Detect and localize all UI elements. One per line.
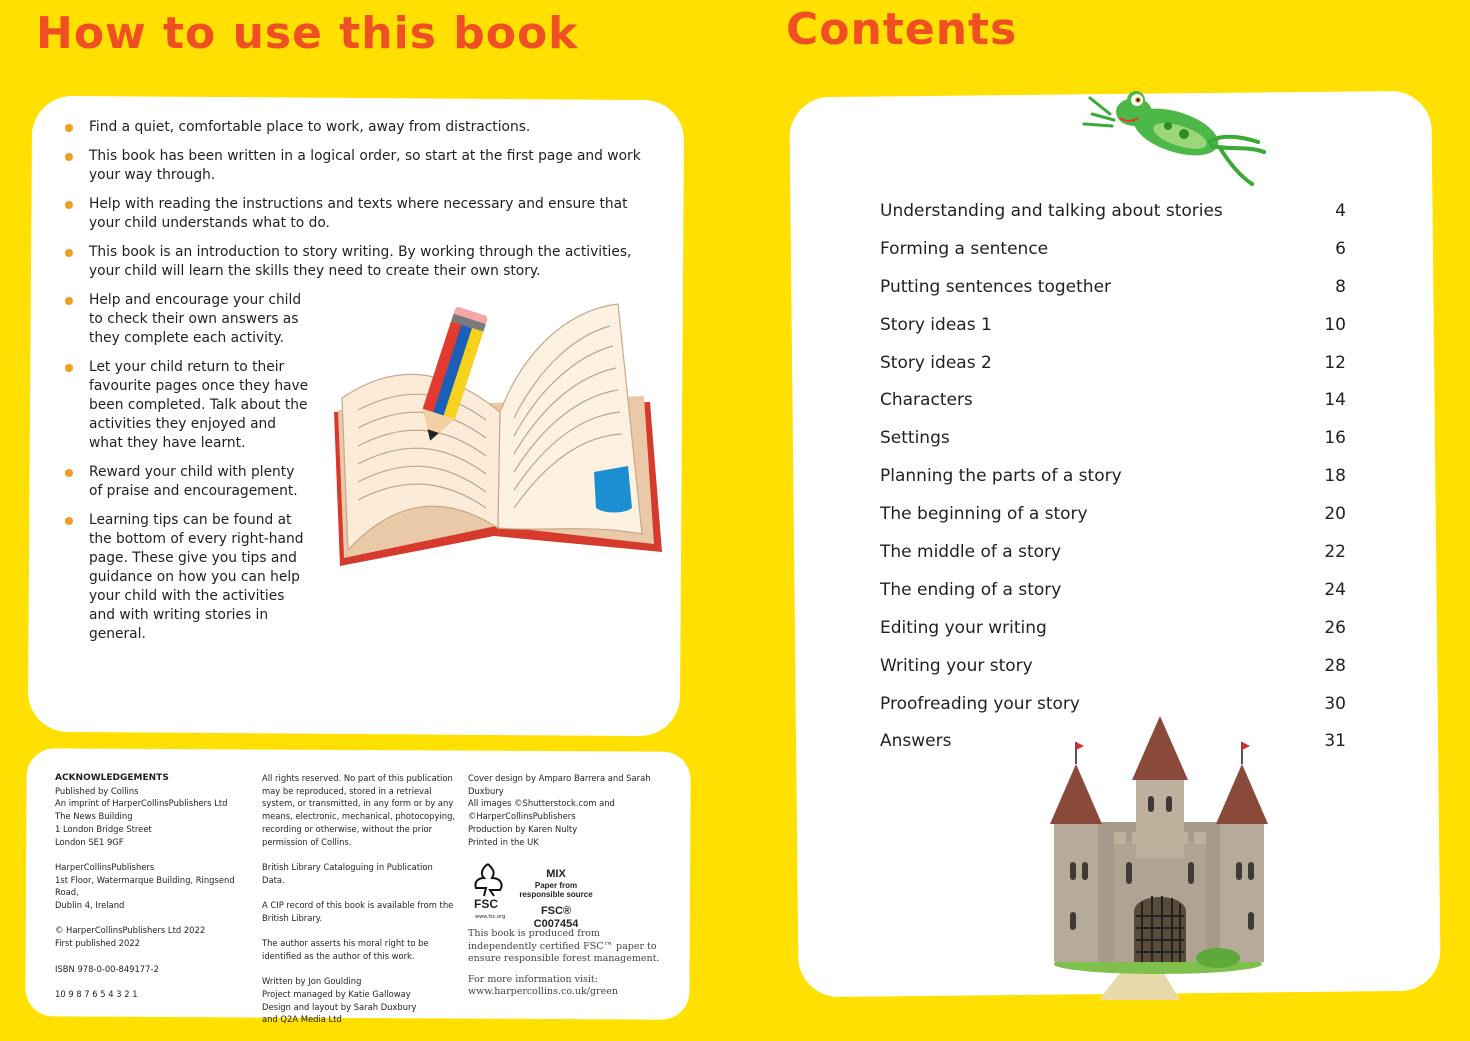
contents-entry[interactable] xyxy=(880,499,1346,537)
contents-title: Contents xyxy=(786,4,1018,55)
fsc-note: This book is produced from independently certified FSC™ paper to ensure responsible forest management. xyxy=(468,928,660,965)
acknowledgements-column-3 xyxy=(468,772,668,1007)
contents-entry-title: The beginning of a story xyxy=(880,504,1088,525)
credits: Written by Jon Goulding Project managed by Katie Galloway Design and layout by Sarah Duxbury and Q2A Media Ltd xyxy=(262,976,417,1025)
contents-entry[interactable] xyxy=(880,651,1346,689)
fsc-certification xyxy=(468,862,668,930)
contents-entry[interactable] xyxy=(880,385,1346,423)
contents-entry-title: Characters xyxy=(880,390,973,411)
tip-item: This book is an introduction to story writing. By working through the activities, your child will learn the skills they need to create their own story. xyxy=(62,243,654,281)
open-book-pencil-illustration xyxy=(328,300,664,575)
print-run: 10 9 8 7 6 5 4 3 2 1 xyxy=(55,988,138,999)
publisher-address: Published by Collins An imprint of HarperCollinsPublishers Ltd The News Building 1 London Bridge Street London SE1 9GF xyxy=(55,785,228,847)
office-address: HarperCollinsPublishers 1st Floor, Watermarque Building, Ringsend Road, Dublin 4, Ireland xyxy=(55,861,235,911)
contents-entry-page: 31 xyxy=(1324,731,1346,752)
bullet-dot-icon xyxy=(65,364,73,372)
contents-entry[interactable] xyxy=(880,613,1346,651)
contents-entry-page: 16 xyxy=(1324,428,1346,449)
contents-entry-title: Forming a sentence xyxy=(880,238,1049,259)
bullet-dot-icon xyxy=(65,517,73,525)
isbn: ISBN 978-0-00-849177-2 xyxy=(55,963,159,974)
contents-entry-title: Settings xyxy=(880,428,950,449)
contents-entry-page: 18 xyxy=(1324,466,1346,487)
fsc-tree-logo xyxy=(468,862,512,898)
fsc-paper: Paper from responsible source xyxy=(519,880,593,899)
fsc-label: FSC xyxy=(474,897,498,912)
contents-entry-page: 8 xyxy=(1335,276,1346,297)
contents-entry-page: 6 xyxy=(1335,238,1346,259)
contents-entry[interactable] xyxy=(880,575,1346,613)
design-credits: Cover design by Amparo Barrera and Sarah Duxbury All images ©Shutterstock.com and ©HarperCollinsPublishers Production by Karen Nulty Printed in the UK xyxy=(468,773,651,847)
contents-entry-page: 12 xyxy=(1324,352,1346,373)
contents-entry-title: Understanding and talking about stories xyxy=(880,201,1223,221)
rights-notice: All rights reserved. No part of this publication may be reproduced, stored in a retrieval system, or transmitted, in any form or by any means, electronic, mechanical, photocopying, recording or otherwise, without the prior permission of Collins. xyxy=(262,773,456,847)
contents-entry-title: The middle of a story xyxy=(880,542,1062,563)
fsc-url: www.fsc.org xyxy=(475,914,506,921)
contents-entry-title: The ending of a story xyxy=(880,579,1062,600)
contents-entry[interactable] xyxy=(880,348,1346,386)
contents-entry-title: Proofreading your story xyxy=(880,693,1080,714)
copyright-notice: © HarperCollinsPublishers Ltd 2022 First published 2022 xyxy=(55,925,206,949)
more-info: For more information visit: www.harpercollins.co.uk/green xyxy=(468,973,618,998)
acknowledgements-column-1 xyxy=(55,772,255,1013)
contents-entry-page: 28 xyxy=(1324,655,1346,676)
how-to-use-title: How to use this book xyxy=(36,8,579,59)
contents-entry[interactable] xyxy=(880,461,1346,499)
contents-entry-page: 30 xyxy=(1324,693,1346,714)
tip-item: Let your child return to their favourite pages once they have been completed. Talk about the activities they enjoyed and what they have learnt. xyxy=(62,358,309,453)
contents-entry-title: Planning the parts of a story xyxy=(880,466,1122,487)
contents-entry[interactable] xyxy=(880,234,1346,272)
bullet-dot-icon xyxy=(65,469,73,477)
contents-entry[interactable] xyxy=(880,272,1346,310)
contents-entry[interactable] xyxy=(880,537,1346,575)
fsc-notes xyxy=(468,928,668,999)
bullet-dot-icon xyxy=(65,249,73,257)
cataloguing-note: British Library Cataloguing in Publication Data. xyxy=(262,861,433,885)
bullet-dot-icon xyxy=(65,201,73,209)
cip-note: A CIP record of this book is available from the British Library. xyxy=(262,900,454,923)
tip-item: Help and encourage your child to check their own answers as they complete each activity. xyxy=(62,291,309,348)
contents-entry-page: 26 xyxy=(1324,617,1346,638)
contents-entry-page: 20 xyxy=(1324,504,1346,525)
tip-item: Learning tips can be found at the bottom of every right-hand page. These give you tips and guidance on how you can help your child with the activities and with writing stories in general. xyxy=(62,511,309,644)
tip-item: Find a quiet, comfortable place to work, away from distractions. xyxy=(62,118,654,137)
contents-entry-page: 22 xyxy=(1324,542,1346,563)
contents-entry-title: Editing your writing xyxy=(880,617,1047,638)
fsc-code: FSC® C007454 xyxy=(533,904,579,930)
tip-item: Help with reading the instructions and texts where necessary and ensure that your child understands what to do. xyxy=(62,195,654,233)
contents-entry[interactable] xyxy=(880,196,1346,234)
contents-entry[interactable] xyxy=(880,310,1346,348)
contents-entry-page: 4 xyxy=(1335,201,1346,221)
frog-illustration xyxy=(1080,84,1270,188)
contents-entry-title: Answers xyxy=(880,731,952,752)
acknowledgements-column-2 xyxy=(262,772,458,1039)
contents-entry-title: Story ideas 2 xyxy=(880,352,992,373)
castle-illustration xyxy=(1040,712,1276,1002)
fsc-mix: MIX xyxy=(546,868,566,881)
contents-entry-title: Writing your story xyxy=(880,655,1033,676)
contents-entry-title: Story ideas 1 xyxy=(880,314,992,335)
contents-entry[interactable] xyxy=(880,423,1346,461)
acknowledgements-title: ACKNOWLEDGEMENTS xyxy=(55,773,169,783)
bullet-dot-icon xyxy=(65,297,73,305)
contents-entry-page: 14 xyxy=(1324,390,1346,411)
bullet-dot-icon xyxy=(65,124,73,132)
tip-item: Reward your child with plenty of praise and encouragement. xyxy=(62,463,309,501)
bullet-dot-icon xyxy=(65,153,73,161)
fsc-text xyxy=(518,868,594,930)
contents-entry-title: Putting sentences together xyxy=(880,276,1112,297)
contents-entry-page: 10 xyxy=(1324,314,1346,335)
moral-right-note: The author asserts his moral right to be identified as the author of this work. xyxy=(262,938,429,961)
tip-item: This book has been written in a logical order, so start at the first page and work your way through. xyxy=(62,147,654,185)
contents-entry-page: 24 xyxy=(1324,579,1346,600)
contents-list xyxy=(880,196,1346,764)
